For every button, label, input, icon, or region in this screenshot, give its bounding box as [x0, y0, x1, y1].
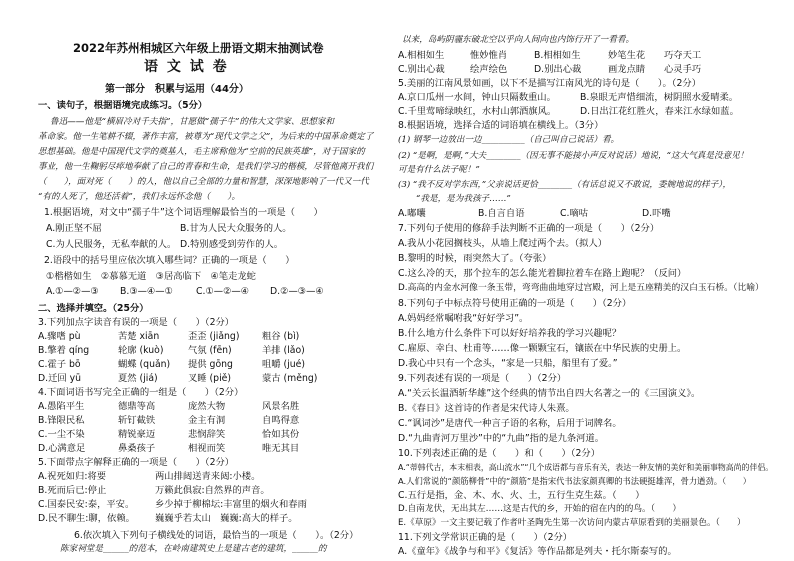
q7-option: D.日出江花红胜火，春来江水绿如蓝。 — [580, 106, 739, 117]
q4-option: 精锐豪迈 — [118, 429, 156, 440]
q9-option: B.黎明的时候，雨突然大了。（夸张） — [398, 253, 552, 264]
q3-option: 气氛 (fēn) — [188, 345, 232, 356]
q11-option: B.《春日》这首诗的作者是宋代诗人朱熹。 — [398, 403, 575, 414]
option-d: D.特别感受到劳作的人。 — [180, 239, 284, 250]
q6-option: 绘声绘色 — [470, 64, 508, 75]
passage-line: 鲁迅——他是“横眉冷对千夫指”，甘愿做“孺子牛”的伟大文学家、思想家和 — [50, 117, 334, 127]
q8-item: (2) “是啊，是啊，”大夫________（因无事不能接小声反对说话）地说，“这大气真是没意见！ — [398, 151, 749, 161]
section-1-heading: 一、读句子，根据语境完成练习。（5分） — [38, 100, 208, 111]
q8-item: (3) “我不反对学东西，”父亲说话更恰________（有话总说又不敢说，委婉地说的样子）， — [398, 180, 732, 190]
q3-option: 叉睡 (piě) — [188, 373, 232, 384]
option-d: D.②—③—④ — [270, 286, 324, 297]
q10-option: A.妈妈经常嘱咐我“好好学习”。 — [398, 313, 529, 324]
option-b: B.③—④—① — [120, 286, 173, 297]
q3-option: 羊排 (lǎo) — [262, 345, 305, 356]
q4-option: C.一尘不染 — [38, 429, 85, 440]
q12-option: D.自南龙伏，无出其左……这是古代的乡，开始的宿在内的的鸟。（ ） — [398, 504, 682, 514]
q10-option: B.什么地方什么条件下可以好好培养我的学习兴趣呢？ — [398, 328, 622, 339]
q6-option: 惟妙惟肖 — [470, 50, 508, 61]
q5-option: D.民不聊生:聊，依赖。 — [38, 513, 135, 524]
option-a: A.刚正坚不屈 — [46, 223, 102, 234]
question-7: 5.美丽的江南风景如画，以下不是描写江南风光的诗句是（ ）。（2分） — [398, 78, 701, 89]
q3-option: 粗谷 (bì) — [262, 331, 300, 342]
q12-option: A.“蒂韩代古，本末相表，高山流水”“几个成语都与音乐有关，表达一种友情的美好和美丽事物高尚的伴侣。 — [398, 463, 774, 472]
q3-option: 蝴蝶 (quǎn) — [118, 359, 171, 370]
q6-sentence-cont: 以来，岛屿阴霾东破北空以乎向人间向也内饰行开了一看看。 — [402, 35, 635, 45]
q3-option: 蒙古 (měng) — [262, 373, 318, 384]
q5-option: C.国泰民安:泰，平安。 — [38, 499, 135, 510]
q3-option: B.擎着 qíng — [38, 345, 90, 356]
q4-option: 自鸣得意 — [262, 415, 300, 426]
question-8: 8.根据语境，选择合适的词语填在横线上。（3分） — [398, 120, 604, 131]
q4-option: 风景名胜 — [262, 401, 300, 412]
q5-option: A.祝死如归:将要 — [38, 471, 107, 482]
q4-option: A.愚陷平生 — [38, 401, 85, 412]
q11-option: A.“关云长温酒斩华雄”这个经典的情节出自四大名著之一的《三国演义》。 — [398, 388, 701, 399]
option-c: C.①—②—④ — [196, 286, 250, 297]
q7-option: B.泉眼无声惜细流，树阴照水爱晴柔。 — [580, 92, 739, 103]
q4-option: 庞然大物 — [188, 401, 226, 412]
question-5: 5.下面带点字解释正确的一项是（ ）（2分） — [38, 457, 235, 468]
q12-option: A.人们常说的“颜筋柳骨”中的“颜筋”是指宋代书法家颜真卿的书法硬挺雄浑，骨力遒劲。（ ） — [398, 476, 752, 486]
q4-option: B.锋限民私 — [38, 415, 85, 426]
q6-option: A.相相如生 — [398, 50, 445, 61]
q8-item: 可是有什么法子呢！” — [398, 165, 480, 175]
q6-option: C.别出心裁 — [398, 64, 445, 75]
q4-option: D.心满意足 — [38, 443, 86, 454]
q4-option: 德鼎等高 — [118, 401, 156, 412]
q4-option: 金主有洞 — [188, 415, 226, 426]
q3-option: D.迁回 yū — [38, 373, 82, 384]
q3-option: 歪歪 (jiǎng) — [188, 331, 240, 342]
exam-title: 2022年苏州相城区六年级上册语文期末抽测试卷 — [73, 41, 324, 55]
question-12: 10.下列表述正确的是（ ）和（ ）（2分） — [398, 448, 600, 459]
q8-item: (1) 钢琴一边放出一边__________（自己叫自己说话）看。 — [398, 135, 620, 145]
question-4: 4.下面词语书写完全正确的一组是（ ）（2分） — [38, 387, 244, 398]
q12-option: E.《草原》一文主要记载了作者叶圣陶先生第一次访问内蒙古草原看到的美丽景色。（ ） — [398, 518, 746, 528]
q11-option: C.“讽词沙”是唐代一种言子语的名称，后用于词牌名。 — [398, 418, 622, 429]
q9-option: D.高高的内金水河像一条玉带，弯弯曲曲地穿过宫殿，河上是五座精美的汉白玉石桥。（比喻） — [398, 283, 764, 293]
q3-option: 夏然 (jiá) — [118, 373, 158, 384]
q4-option: 唯无其目 — [262, 443, 300, 454]
part-heading: 第一部分 积累与运用（44分） — [105, 84, 249, 95]
section-2-heading: 二、选择并填空。（25分） — [38, 303, 149, 314]
question-2-items: ①楷楷如生 ②慕慕无道 ③居高临下 ④笔走龙蛇 — [46, 271, 256, 282]
passage-line: 思想基础。他是中国现代文学的奠基人，毛主席称他为“空前的民族英雄”，对于国家的 — [38, 147, 365, 157]
question-1: 1.根据语境，对文中“孺子牛”这个词语理解最恰当的一项是（ ） — [44, 207, 323, 218]
exam-subtitle: 语 文 试 卷 — [144, 59, 229, 75]
q6-option: 心灵手巧 — [664, 64, 702, 75]
q6-option: 巧夺天工 — [664, 50, 702, 61]
passage-line: 事业，他一生鞠躬尽瘁地奉献了自己的青春和生命，是我们学习的楷模，尽管他离开我们 — [38, 162, 374, 172]
q13-option: A.《童年》《战争与和平》《复活》等作品都是列夫・托尔斯泰写的。 — [398, 546, 677, 557]
q6-option: D.别出心裁 — [534, 64, 582, 75]
q12-option: C.五行是指，金、木、水、火、土，五行生克生兹。（ ） — [398, 490, 645, 501]
q7-option: A.京口瓜州一水间，钟山只隔数重山。 — [398, 92, 556, 103]
option-b: B.甘为人民大众服务的人。 — [180, 223, 292, 234]
q3-option: 苦楚 xiān — [118, 331, 160, 342]
q6-option: 妙笔生花 — [608, 50, 646, 61]
q4-option: 鼻桑孩子 — [118, 443, 156, 454]
q7-option: C.千里莺啼绿映红，水村山郭酒旗风。 — [398, 106, 557, 117]
q6-option: 画龙点睛 — [608, 64, 646, 75]
question-6-sentence: 陈家祠堂是______的范本，在岭南建筑史上是建古老的建筑，______的 — [60, 544, 327, 554]
q10-option: C.雇原、幸白、杜甫等……像一颗颗宝石，镶嵌在中华民族的史册上。 — [398, 343, 687, 354]
q3-option: 提供 gōng — [188, 359, 233, 370]
q4-option: 悲悯辞笑 — [188, 429, 226, 440]
question-6: 6.依次填入下列句子横线处的词语，最恰当的一项是（ ）。（2分） — [74, 530, 359, 541]
option-b: B.自言自语 — [478, 208, 525, 219]
question-10: 8.下列句子中标点符号使用正确的一项是（ ）（2分） — [398, 298, 632, 309]
q5-option: 巍巍乎若太山 巍巍:高大的样子。 — [155, 513, 298, 524]
question-13: 11.下列文学常识正确的是（ ）（2分） — [398, 532, 573, 543]
option-a: A.嘟囔 — [398, 208, 426, 219]
q5-option: 万籁此俱寂:自然界的声音。 — [155, 485, 270, 496]
q3-option: 轮廓 (kuò) — [118, 345, 164, 356]
q9-option: C.这么冷的天，那个拉车的怎么能光着脚拉着车在路上跑呢？（反问） — [398, 268, 687, 279]
q9-option: A.我从小花园搁枝头，从墙上爬过两个去。（拟人） — [398, 238, 608, 249]
q11-option: D.“九曲青河万里沙”中的“九曲”指的是九条河道。 — [398, 433, 605, 444]
q5-option: 乡少掉于柳棉坛:丰富里的烟火和春雨 — [155, 499, 307, 510]
q3-option: A.骤嗜 pù — [38, 331, 81, 342]
q4-option: 相视而笑 — [188, 443, 226, 454]
option-a: A.①—②—③ — [46, 286, 99, 297]
option-c: C.为人民服务，无私奉献的人。 — [46, 239, 177, 250]
q8-item: “我是，是为我孩子……” — [416, 194, 511, 204]
q4-option: 恰如其份 — [262, 429, 300, 440]
question-9: 7.下列句子使用的修辞手法判断不正确的一项是（ ）（2分） — [398, 223, 660, 234]
q4-option: 斩钉截铁 — [118, 415, 156, 426]
q5-option: 两山排闼送青来闼:小楼。 — [155, 471, 261, 482]
q5-option: B.死而后已:停止 — [38, 485, 107, 496]
q3-option: 咀嚼 (jué) — [262, 359, 305, 370]
option-c: C.嘀咕 — [560, 208, 589, 219]
question-3: 3.下列加点字读音有误的一项是（ ）（2分） — [38, 317, 235, 328]
passage-line: “有的人死了，他还活着”，我们永远怀念他（ ）。 — [38, 192, 241, 202]
passage-line: 革命家。他一生笔耕不辍，著作丰富，被尊为“现代文学之父”，为后来的中国革命奠定了 — [38, 132, 374, 142]
q6-option: B.相相如生 — [534, 50, 581, 61]
question-11: 9.下列表述有误的一项是（ ）（2分） — [398, 373, 567, 384]
option-d: D.吓嘴 — [642, 208, 671, 219]
q3-option: C.霍子 bō — [38, 359, 81, 370]
q10-option: D.我心中只有一个念头，“家是一只船，船里有了爱。” — [398, 358, 618, 369]
passage-line: （ ），面对死（ ）的人，他以自己全部的力量和智慧，深深地影响了一代又一代 — [38, 177, 369, 187]
question-2: 2.语段中的括号里应依次填入哪些词？正确的一项是（ ） — [44, 255, 295, 266]
